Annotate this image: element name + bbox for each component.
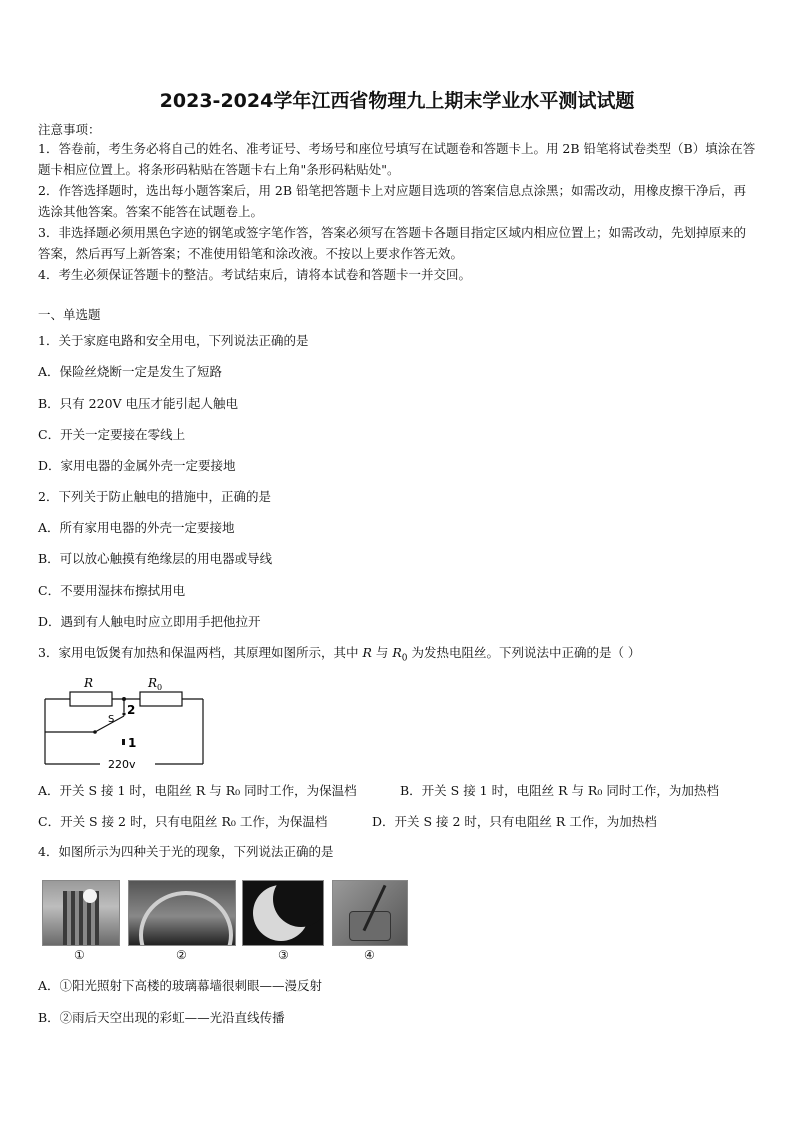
label-voltage: 220v bbox=[108, 758, 136, 771]
photo-eclipse bbox=[242, 880, 324, 946]
q4-stem: 4．如图所示为四种关于光的现象，下列说法正确的是 bbox=[38, 844, 334, 859]
section-heading: 一、单选题 bbox=[38, 307, 101, 322]
note-item-1: 1．答卷前，考生务必将自己的姓名、准考证号、考场号和座位号填写在试题卷和答题卡上。用 2B 铅笔将试卷类型（B）填涂在答题卡相应位置上。将条形码粘贴在答题卡右上角"条形码粘贴处"。 bbox=[38, 141, 756, 177]
label-r0: $R_0$ bbox=[148, 676, 163, 692]
q1-stem: 1．关于家庭电路和安全用电，下列说法正确的是 bbox=[38, 333, 309, 348]
q2-option-c: C．不要用湿抹布擦拭用电 bbox=[38, 583, 186, 598]
q4-option-b: B．②雨后天空出现的彩虹——光沿直线传播 bbox=[38, 1010, 285, 1025]
q1-option-d: D．家用电器的金属外壳一定要接地 bbox=[38, 458, 236, 473]
q3-option-b: B．开关 S 接 1 时，电阻丝 R 与 R₀ 同时工作，为加热档 bbox=[400, 783, 719, 798]
caption-4: ④ bbox=[364, 948, 375, 962]
notes-heading: 注意事项： bbox=[38, 122, 101, 137]
note-item-4: 4．考生必须保证答题卡的整洁。考试结束后，请将本试卷和答题卡一并交回。 bbox=[38, 267, 471, 282]
resistor-r bbox=[70, 692, 112, 706]
q2-option-d: D．遇到有人触电时应立即用手把他拉开 bbox=[38, 614, 261, 629]
q1-option-c: C．开关一定要接在零线上 bbox=[38, 427, 186, 442]
photo-building bbox=[42, 880, 120, 946]
q3-circuit-diagram bbox=[40, 672, 210, 772]
label-r: R bbox=[84, 676, 94, 690]
photo-spoon bbox=[332, 880, 408, 946]
note-item-3: 3．非选择题必须用黑色字迹的钢笔或签字笔作答，答案必须写在答题卡各题目指定区域内相应位置上；如需改动，先划掉原来的答案，然后再写上新答案；不准使用铅笔和涂改液。不按以上要求作答无效。 bbox=[38, 225, 746, 261]
photo-rainbow bbox=[128, 880, 236, 946]
caption-1: ① bbox=[74, 948, 85, 962]
label-pos2: 2 bbox=[127, 703, 136, 717]
q3-option-d: D．开关 S 接 2 时，只有电阻丝 R 工作，为加热档 bbox=[372, 814, 657, 829]
caption-3: ③ bbox=[278, 948, 289, 962]
q4-option-a: A．①阳光照射下高楼的玻璃幕墙很刺眼——漫反射 bbox=[38, 978, 323, 993]
q3-stem: 3．家用电饭煲有加热和保温两档，其原理如图所示，其中 R 与 $R_0$ 为发热电阻丝。下列说法中正确的是（ ） bbox=[38, 645, 641, 664]
label-pos1: 1 bbox=[128, 736, 137, 750]
resistor-r0 bbox=[140, 692, 182, 706]
q3-option-c: C．开关 S 接 2 时，只有电阻丝 R₀ 工作，为保温档 bbox=[38, 814, 328, 829]
q1-option-b: B．只有 220V 电压才能引起人触电 bbox=[38, 396, 239, 411]
q3-option-a: A．开关 S 接 1 时，电阻丝 R 与 R₀ 同时工作，为保温档 bbox=[38, 783, 357, 798]
q1-option-a: A．保险丝烧断一定是发生了短路 bbox=[38, 364, 223, 379]
page-title: 2023-2024学年江西省物理九上期末学业水平测试试题 bbox=[159, 90, 635, 112]
note-item-2: 2．作答选择题时，选出每小题答案后，用 2B 铅笔把答题卡上对应题目选项的答案信息点涂黑；如需改动，用橡皮擦干净后，再选涂其他答案。答案不能答在试题卷上。 bbox=[38, 183, 747, 219]
q2-option-a: A．所有家用电器的外壳一定要接地 bbox=[38, 520, 235, 535]
caption-2: ② bbox=[176, 948, 187, 962]
q2-stem: 2．下列关于防止触电的措施中，正确的是 bbox=[38, 489, 271, 504]
q2-option-b: B．可以放心触摸有绝缘层的用电器或导线 bbox=[38, 551, 273, 566]
label-s: S bbox=[108, 714, 115, 725]
